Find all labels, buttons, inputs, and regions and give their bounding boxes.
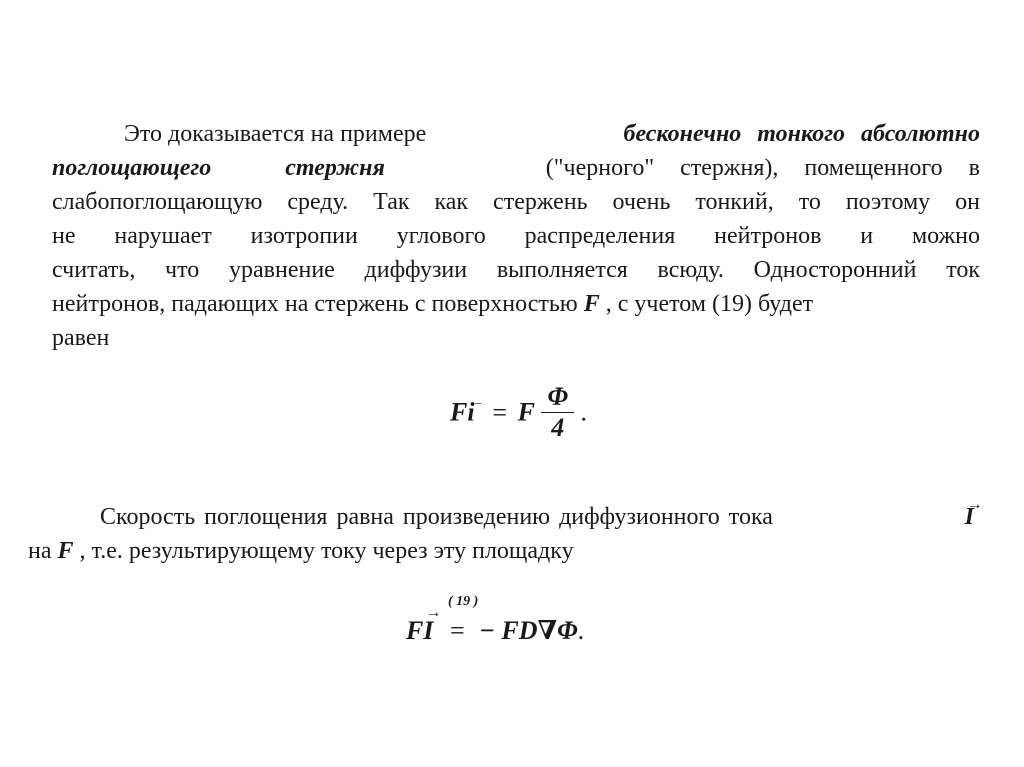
text: на xyxy=(28,538,52,564)
formula-current xyxy=(450,382,587,443)
variable-F: F xyxy=(57,538,74,564)
text: Это доказывается на примере xyxy=(124,121,427,147)
paragraph-1-line-1 xyxy=(52,117,980,151)
period: . xyxy=(577,616,585,645)
vector-I xyxy=(423,604,442,646)
formula-lhs-superscript: − xyxy=(474,396,482,412)
fraction-denominator: 4 xyxy=(551,413,565,442)
text-part: нейтронов, падающих на стержень с поверхностью xyxy=(52,291,578,317)
formula-lhs: Fi xyxy=(450,397,475,427)
paragraph-1-line-2 xyxy=(52,151,980,185)
text: , т.е. результирующему току через эту площадку xyxy=(79,538,574,564)
paragraph-2-line-1 xyxy=(28,496,983,534)
formula-flux xyxy=(406,594,585,646)
emphasis-text: бесконечно тонкого абсолютно xyxy=(623,121,980,147)
equals-sign: = xyxy=(492,397,508,427)
paragraph-1-line-4: не нарушает изотропии углового распределения нейтронов и можно xyxy=(52,223,980,249)
equation-reference xyxy=(447,594,479,646)
period: . xyxy=(580,397,587,427)
emphasis-text: поглощающего стержня xyxy=(52,155,385,181)
paragraph-1-line-5: считать, что уравнение диффузии выполняется всюду. Односторонний ток xyxy=(52,257,980,283)
text: ("черного" стержня), помещенного в xyxy=(545,155,980,181)
paragraph-1-line-3: слабопоглощающую среду. Так как стержень очень тонкий, то поэтому он xyxy=(52,189,980,215)
fraction-numerator: Φ xyxy=(547,382,568,411)
formula-rhs: − FD∇ xyxy=(479,616,558,645)
variable-phi: Φ xyxy=(557,616,578,645)
reference-label: ( 19 ) xyxy=(447,594,479,609)
paragraph-1 xyxy=(52,117,980,355)
variable-I: I xyxy=(423,616,434,645)
text: Скорость поглощения равна произведению диффузионного тока xyxy=(100,504,773,530)
formula-lhs-F: F xyxy=(406,616,424,645)
fraction xyxy=(541,382,574,443)
variable-I: I xyxy=(964,504,974,530)
equals-sign: = xyxy=(449,616,465,645)
paragraph-1-line-7: равен xyxy=(52,325,110,351)
vector-I xyxy=(964,496,983,534)
variable-F: F xyxy=(583,291,600,317)
paragraph-2 xyxy=(28,496,983,568)
formula-rhs-variable: F xyxy=(517,397,535,427)
paragraph-1-line-6 xyxy=(52,287,980,321)
text-part: , с учетом (19) будет xyxy=(605,291,814,317)
text xyxy=(52,287,813,321)
vector-arrow-icon: → xyxy=(966,496,983,513)
paragraph-2-line-2 xyxy=(28,534,980,568)
vector-arrow-icon: → xyxy=(425,604,442,621)
